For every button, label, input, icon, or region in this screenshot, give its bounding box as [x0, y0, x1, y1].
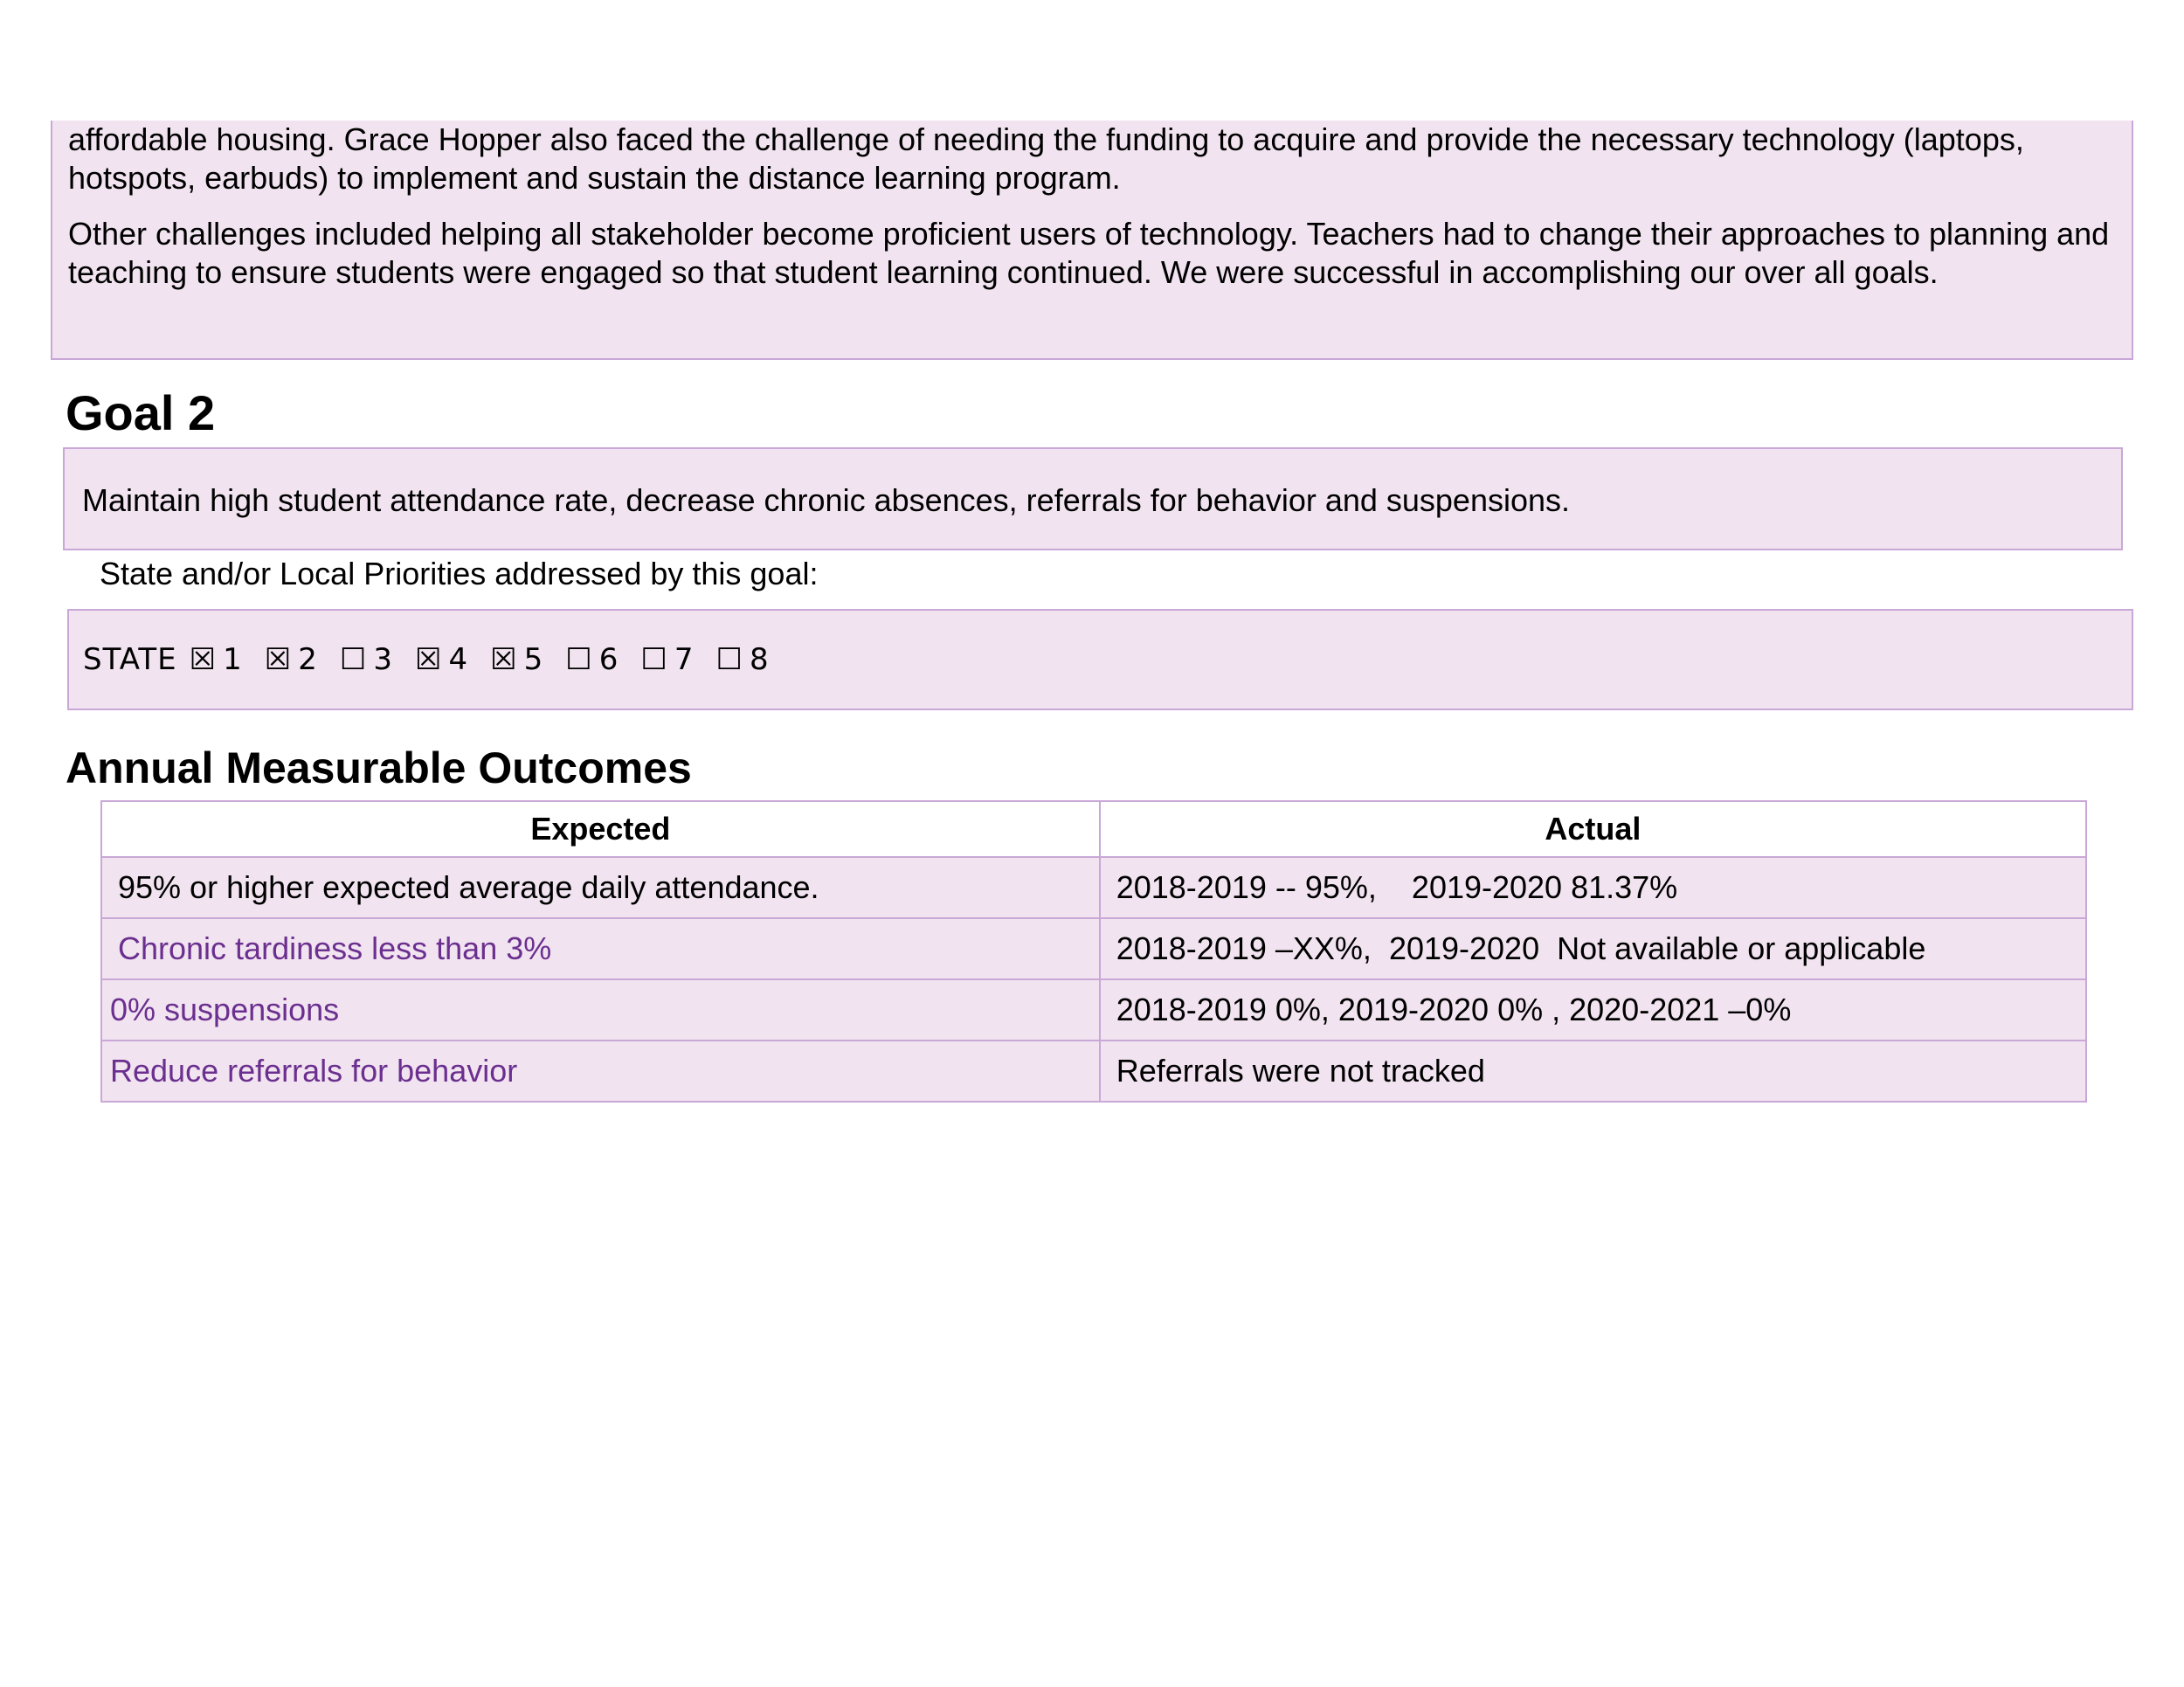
intro-paragraph-2: Other challenges included helping all stakeholder become proficient users of technology. Teachers had to change their approaches to planning and teaching to ensure students were engaged so that student learning continued. We were successful in accomplishing our over all goals.	[68, 216, 2110, 290]
unchecked-box-icon: ☐	[339, 642, 367, 677]
table-row	[101, 1041, 2086, 1102]
intro-paragraph-1: affordable housing. Grace Hopper also faced the challenge of needing the funding to acquire and provide the necessary technology (laptops, hotspots, earbuds) to implement and sustain the distance learning program.	[68, 121, 2024, 196]
priority-number: 6	[598, 642, 619, 677]
checked-box-icon: ☒	[189, 642, 217, 677]
state-priorities-box	[67, 609, 2133, 710]
priority-number: 7	[674, 642, 694, 677]
checked-box-icon: ☒	[264, 642, 292, 677]
priority-number: 4	[448, 642, 468, 677]
column-header-actual: Actual	[1100, 801, 2086, 857]
priority-number: 8	[749, 642, 769, 677]
expected-cell: 95% or higher expected average daily attendance.	[101, 857, 1100, 918]
priority-6[interactable]	[565, 609, 618, 710]
state-label: STATE	[83, 642, 177, 677]
actual-cell: 2018-2019 –XX%, 2019-2020 Not available or applicable	[1100, 918, 2086, 979]
table-header-row	[101, 801, 2086, 857]
priority-number: 5	[523, 642, 543, 677]
priority-4[interactable]	[415, 609, 467, 710]
priority-1[interactable]	[190, 609, 242, 710]
table-row	[101, 857, 2086, 918]
intro-text-box	[51, 121, 2133, 360]
priority-number: 1	[223, 642, 242, 677]
priority-number: 2	[298, 642, 317, 677]
goal-description-box	[63, 447, 2123, 550]
outcomes-heading: Annual Measurable Outcomes	[66, 743, 692, 792]
priority-5[interactable]	[490, 609, 543, 710]
checked-box-icon: ☒	[414, 642, 442, 677]
priority-7[interactable]	[640, 609, 693, 710]
column-header-expected: Expected	[101, 801, 1100, 857]
checked-box-icon: ☒	[490, 642, 517, 677]
outcomes-table	[100, 800, 2087, 1103]
priority-8[interactable]	[715, 609, 768, 710]
goal-heading: Goal 2	[66, 385, 216, 440]
priority-number: 3	[373, 642, 392, 677]
priority-3[interactable]	[340, 609, 392, 710]
priority-2[interactable]	[265, 609, 317, 710]
actual-cell: 2018-2019 0%, 2019-2020 0% , 2020-2021 –0%	[1100, 979, 2086, 1041]
priorities-label: State and/or Local Priorities addressed by this goal:	[100, 556, 819, 591]
unchecked-box-icon: ☐	[640, 642, 667, 677]
unchecked-box-icon: ☐	[565, 642, 592, 677]
actual-cell: Referrals were not tracked	[1100, 1041, 2086, 1102]
table-row	[101, 979, 2086, 1041]
actual-cell: 2018-2019 -- 95%, 2019-2020 81.37%	[1100, 857, 2086, 918]
expected-cell: 0% suspensions	[101, 979, 1100, 1041]
unchecked-box-icon: ☐	[715, 642, 743, 677]
table-row	[101, 918, 2086, 979]
goal-description: Maintain high student attendance rate, decrease chronic absences, referrals for behavior and suspensions.	[82, 482, 1571, 518]
expected-cell: Reduce referrals for behavior	[101, 1041, 1100, 1102]
expected-cell: Chronic tardiness less than 3%	[101, 918, 1100, 979]
